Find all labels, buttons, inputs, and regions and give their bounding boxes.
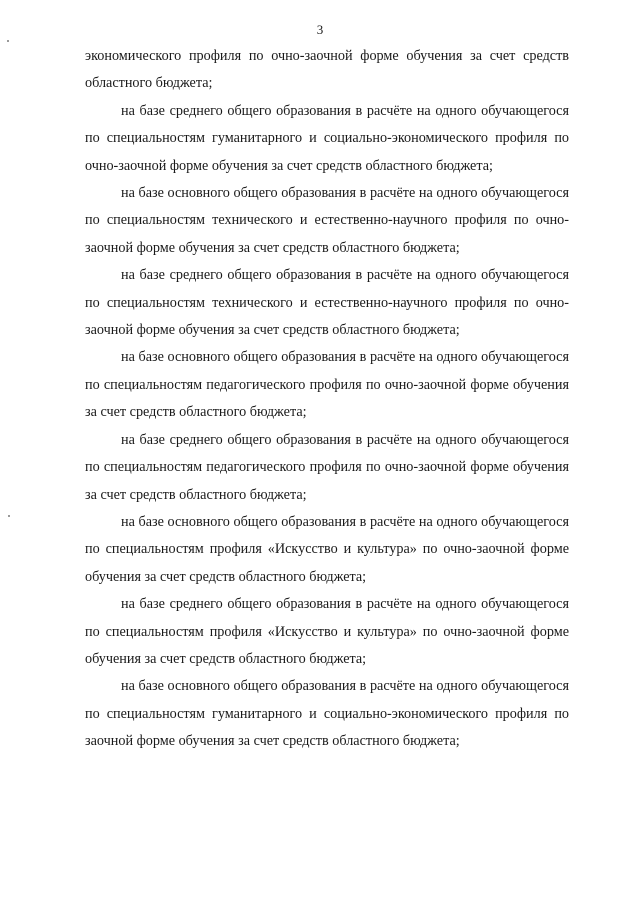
- paragraph: на базе основного общего образования в расчёте на одного обучающегося по специальностям технического и естественно-научного профиля по очно-заочной форме обучения за счет средств областного бюджета;: [85, 185, 569, 256]
- paragraph-continuation: экономического профиля по очно-заочной форме обучения за счет средств областного бюджета;: [85, 48, 569, 92]
- paragraph: на базе среднего общего образования в расчёте на одного обучающегося по специальностям профиля «Искусство и культура» по очно-заочной форме обучения за счет средств областного бюджета;: [85, 596, 569, 667]
- page-number: 3: [316, 22, 324, 37]
- paragraph: на базе среднего общего образования в расчёте на одного обучающегося по специальностям педагогического профиля по очно-заочной форме обучения за счет средств областного бюджета;: [85, 431, 569, 503]
- paragraph: на базе основного общего образования в расчёте на одного обучающегося по специальностям гуманитарного и социально-экономического профиля по заочной форме обучения за счет средств областного бюджета;: [85, 678, 569, 750]
- paragraph: на базе среднего общего образования в расчёте на одного обучающегося по специальностям технического и естественно-научного профиля по очно-заочной форме обучения за счет средств областного бюджета;: [85, 267, 569, 339]
- paragraph: на базе основного общего образования в расчёте на одного обучающегося по специальностям педагогического профиля по очно-заочной форме обучения за счет средств областного бюджета;: [85, 349, 569, 421]
- paragraph: на базе среднего общего образования в расчёте на одного обучающегося по специальностям гуманитарного и социально-экономического профиля по очно-заочной форме обучения за счет средств областного бюджета;: [85, 102, 569, 174]
- scan-speck: [7, 40, 9, 42]
- paragraph: на базе основного общего образования в расчёте на одного обучающегося по специальностям профиля «Искусство и культура» по очно-заочной форме обучения за счет средств областного бюджета;: [85, 513, 569, 585]
- scan-speck: [8, 515, 10, 517]
- document-body: [85, 43, 569, 756]
